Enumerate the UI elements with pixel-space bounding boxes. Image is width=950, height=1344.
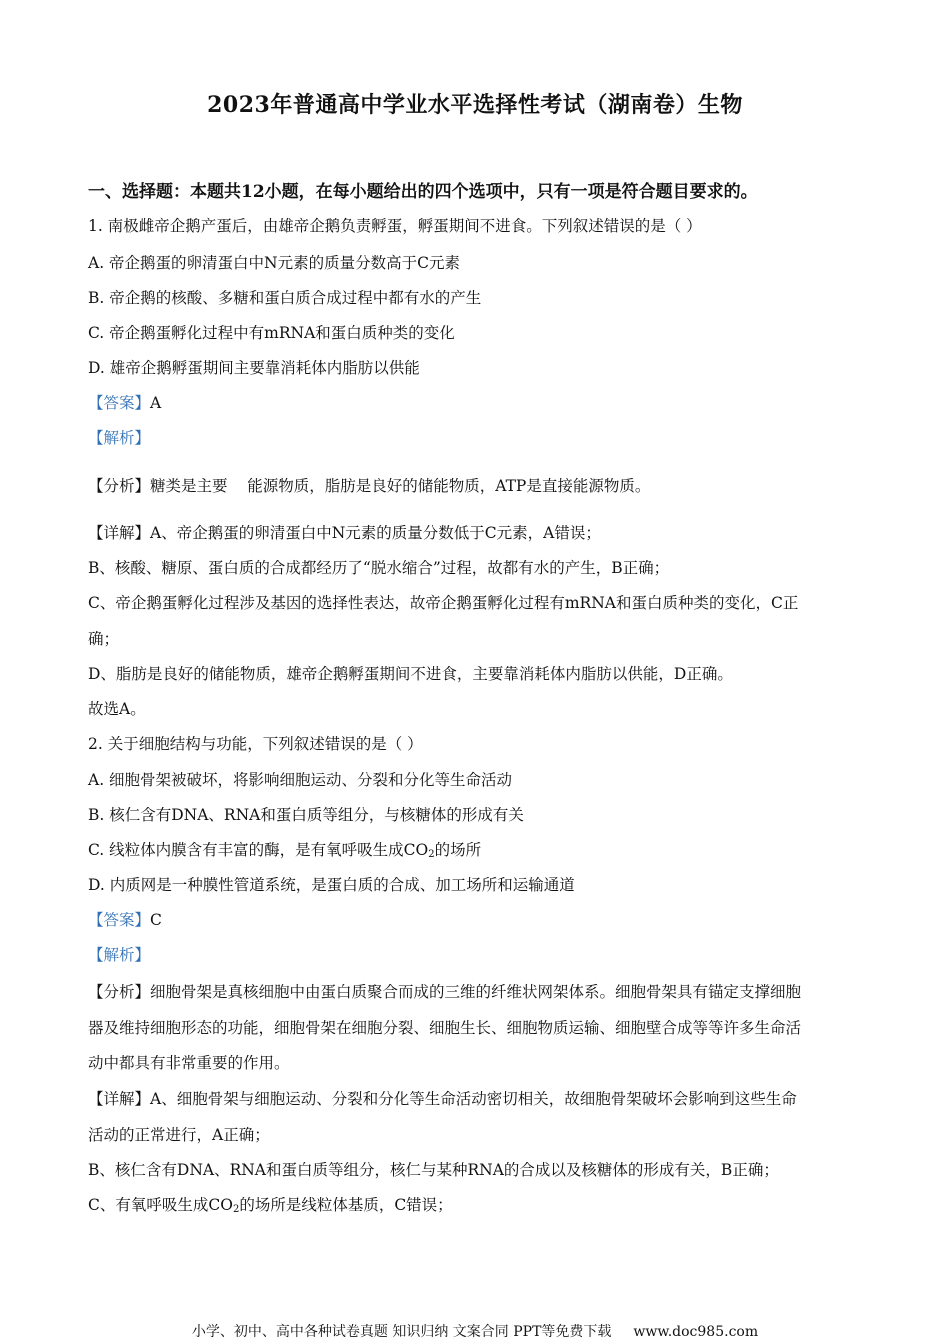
q2-detail-2: B、核仁含有DNA、RNA和蛋白质等组分，核仁与某种RNA的合成以及核糖体的形成有关，B正确； bbox=[88, 1161, 779, 1179]
q2-fenxi-3: 动中都具有非常重要的作用。 bbox=[88, 1054, 290, 1072]
q1-option-d: D. 雄帝企鹅孵蛋期间主要靠消耗体内脂肪以供能 bbox=[88, 359, 420, 377]
analysis-tag: 【解析】 bbox=[88, 429, 151, 447]
fenxi-text: 细胞骨架是真核细胞中由蛋白质聚合而成的三维的纤维状网架体系。细胞骨架具有锚定支撑细胞 bbox=[150, 983, 802, 1001]
analysis-tag: 【解析】 bbox=[88, 946, 151, 964]
q1-stem: 1. 南极雌帝企鹅产蛋后，由雄帝企鹅负责孵蛋，孵蛋期间不进食。下列叙述错误的是（ ） bbox=[88, 217, 702, 235]
q1-option-b: B. 帝企鹅的核酸、多糖和蛋白质合成过程中都有水的产生 bbox=[88, 289, 482, 307]
q1-detail-1 bbox=[88, 521, 601, 545]
page-footer bbox=[0, 1322, 950, 1342]
q1-option-a: A. 帝企鹅蛋的卵清蛋白中N元素的质量分数高于C元素 bbox=[88, 254, 460, 272]
subscript: 2 bbox=[428, 849, 435, 860]
section-heading: 一、选择题：本题共12小题，在每小题给出的四个选项中，只有一项是符合题目要求的。 bbox=[88, 182, 758, 202]
q1-option-c: C. 帝企鹅蛋孵化过程中有mRNA和蛋白质种类的变化 bbox=[88, 324, 455, 342]
answer-tag: 【答案】 bbox=[88, 394, 151, 412]
answer-tag: 【答案】 bbox=[88, 911, 151, 929]
option-c-text-end: 的场所 bbox=[434, 841, 482, 859]
detail-3-text: C、有氧呼吸生成CO bbox=[88, 1196, 233, 1214]
q2-detail-1b: 活动的正常进行，A正确； bbox=[88, 1126, 270, 1144]
q1-detail-4: D、脂肪是良好的储能物质，雄帝企鹅孵蛋期间不进食，主要靠消耗体内脂肪以供能，D正确。 bbox=[88, 665, 733, 683]
q1-detail-3a: C、帝企鹅蛋孵化过程涉及基因的选择性表达，故帝企鹅蛋孵化过程有mRNA和蛋白质种类的变化，C正 bbox=[88, 594, 799, 612]
footer-url[interactable]: www.doc985.com bbox=[633, 1324, 759, 1340]
q2-analysis-tag bbox=[88, 943, 150, 967]
detail-tag: 【详解】 bbox=[88, 1090, 151, 1108]
q2-answer bbox=[88, 908, 162, 932]
q1-fenxi bbox=[88, 474, 650, 498]
subscript: 2 bbox=[232, 1204, 240, 1215]
detail-text: A、细胞骨架与细胞运动、分裂和分化等生命活动密切相关，故细胞骨架破坏会影响到这些生命 bbox=[150, 1090, 797, 1108]
fenxi-tag: 【分析】 bbox=[88, 983, 151, 1001]
q2-detail-1a bbox=[88, 1087, 797, 1111]
q2-stem: 2. 关于细胞结构与功能，下列叙述错误的是（ ） bbox=[88, 735, 423, 753]
detail-3-text-end: 的场所是线粒体基质，C错误； bbox=[239, 1196, 453, 1214]
q1-conclusion: 故选A。 bbox=[88, 700, 146, 718]
q2-fenxi-1 bbox=[88, 980, 801, 1004]
option-c-text: C. 线粒体内膜含有丰富的酶，是有氧呼吸生成CO bbox=[88, 841, 429, 859]
answer-value: C bbox=[150, 911, 162, 929]
page-title: 2023年普通高中学业水平选择性考试（湖南卷）生物 bbox=[207, 92, 743, 118]
detail-text: A、帝企鹅蛋的卵清蛋白中N元素的质量分数低于C元素，A错误； bbox=[150, 524, 601, 542]
q2-option-a: A. 细胞骨架被破坏，将影响细胞运动、分裂和分化等生命活动 bbox=[88, 771, 513, 789]
q1-analysis-tag bbox=[88, 426, 150, 450]
answer-value: A bbox=[150, 394, 162, 412]
footer-text: 小学、初中、高中各种试卷真题 知识归纳 文案合同 PPT等免费下载 bbox=[191, 1324, 612, 1340]
q2-option-d: D. 内质网是一种膜性管道系统，是蛋白质的合成、加工场所和运输通道 bbox=[88, 876, 575, 894]
q1-answer bbox=[88, 391, 161, 415]
q2-option-b: B. 核仁含有DNA、RNA和蛋白质等组分，与核糖体的形成有关 bbox=[88, 806, 524, 824]
detail-tag: 【详解】 bbox=[88, 524, 151, 542]
q2-detail-3 bbox=[88, 1193, 453, 1217]
q2-fenxi-2: 器及维持细胞形态的功能，细胞骨架在细胞分裂、细胞生长、细胞物质运输、细胞壁合成等等许多生命活 bbox=[88, 1019, 802, 1037]
q1-detail-3b: 确； bbox=[88, 630, 120, 648]
fenxi-tag: 【分析】 bbox=[88, 477, 151, 495]
fenxi-text: 糖类是主要 能源物质，脂肪是良好的储能物质，ATP是直接能源物质。 bbox=[150, 477, 651, 495]
q1-detail-2: B、核酸、糖原、蛋白质的合成都经历了“脱水缩合”过程，故都有水的产生，B正确； bbox=[88, 559, 670, 577]
q2-option-c bbox=[88, 838, 481, 862]
